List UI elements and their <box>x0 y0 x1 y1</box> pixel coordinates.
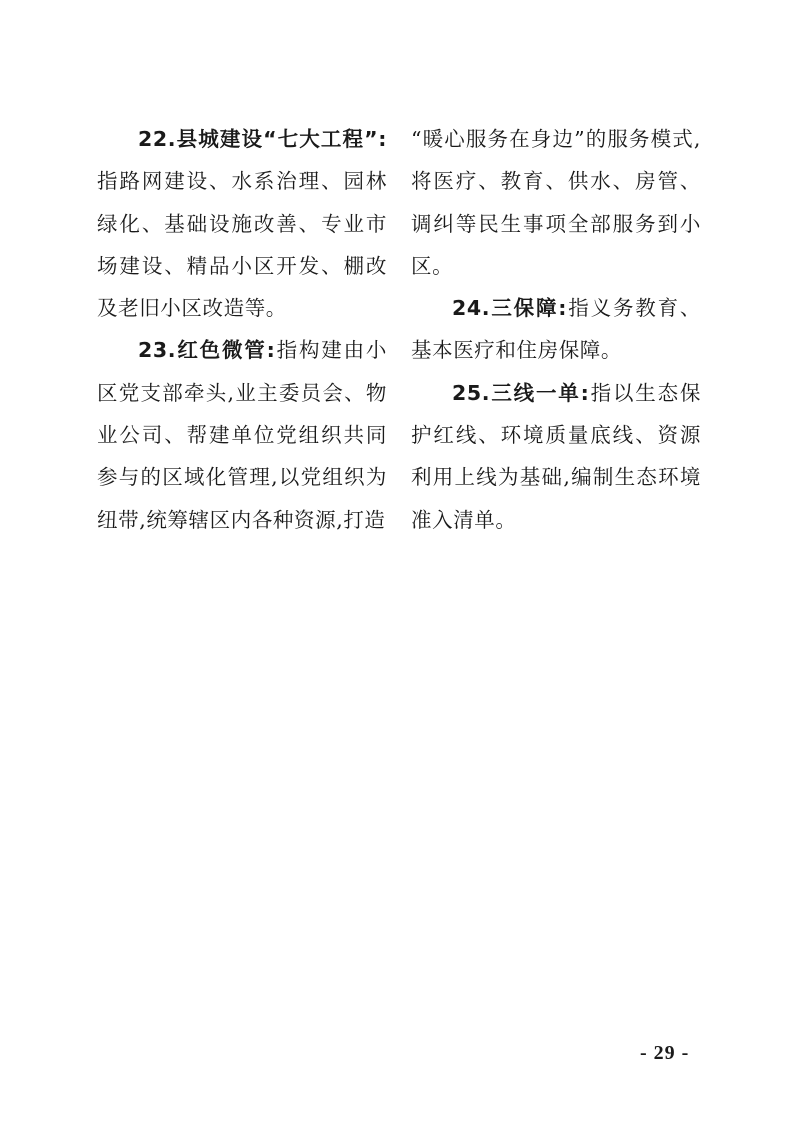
glossary-entry-22 <box>97 118 387 329</box>
glossary-entry-25 <box>411 372 701 541</box>
entry-definition: 指路网建设、水系治理、园林绿化、基础设施改善、专业市场建设、精品小区开发、棚改及老旧小区改造等。 <box>97 169 387 321</box>
entry-term: 县城建设“七大工程”: <box>176 127 387 151</box>
entry-paragraph <box>411 118 701 287</box>
entry-number: 23. <box>138 338 177 363</box>
entry-paragraph <box>97 329 387 540</box>
entry-paragraph <box>97 118 387 329</box>
entry-definition: 指构建由小区党支部牵头,业主委员会、物业公司、帮建单位党组织共同参与的区域化管理,以党组织为纽带,统筹辖区内各种资源,打造 <box>97 338 388 532</box>
glossary-entry-24 <box>411 287 701 372</box>
entry-number: 25. <box>452 380 491 405</box>
entry-definition-continued: “暖心服务在身边”的服务模式,将医疗、教育、供水、房管、调纠等民生事项全部服务到小区。 <box>411 127 701 278</box>
entry-number: 24. <box>452 296 491 321</box>
entry-term: 三线一单: <box>490 380 590 405</box>
glossary-entry-23 <box>97 329 387 540</box>
right-column <box>411 118 701 541</box>
left-column <box>97 118 387 541</box>
entry-term: 红色微管: <box>176 338 276 363</box>
glossary-entry-23-continued <box>411 118 701 287</box>
entry-number: 22. <box>138 127 177 151</box>
page-number: - 29 - <box>640 1042 690 1064</box>
entry-paragraph <box>411 287 701 372</box>
entry-term: 三保障: <box>490 296 568 321</box>
entry-definition: 指义务教育、基本医疗和住房保障。 <box>411 296 701 363</box>
entry-definition: 指以生态保护红线、环境质量底线、资源利用上线为基础,编制生态环境准入清单。 <box>411 380 702 532</box>
entry-paragraph <box>411 372 701 541</box>
